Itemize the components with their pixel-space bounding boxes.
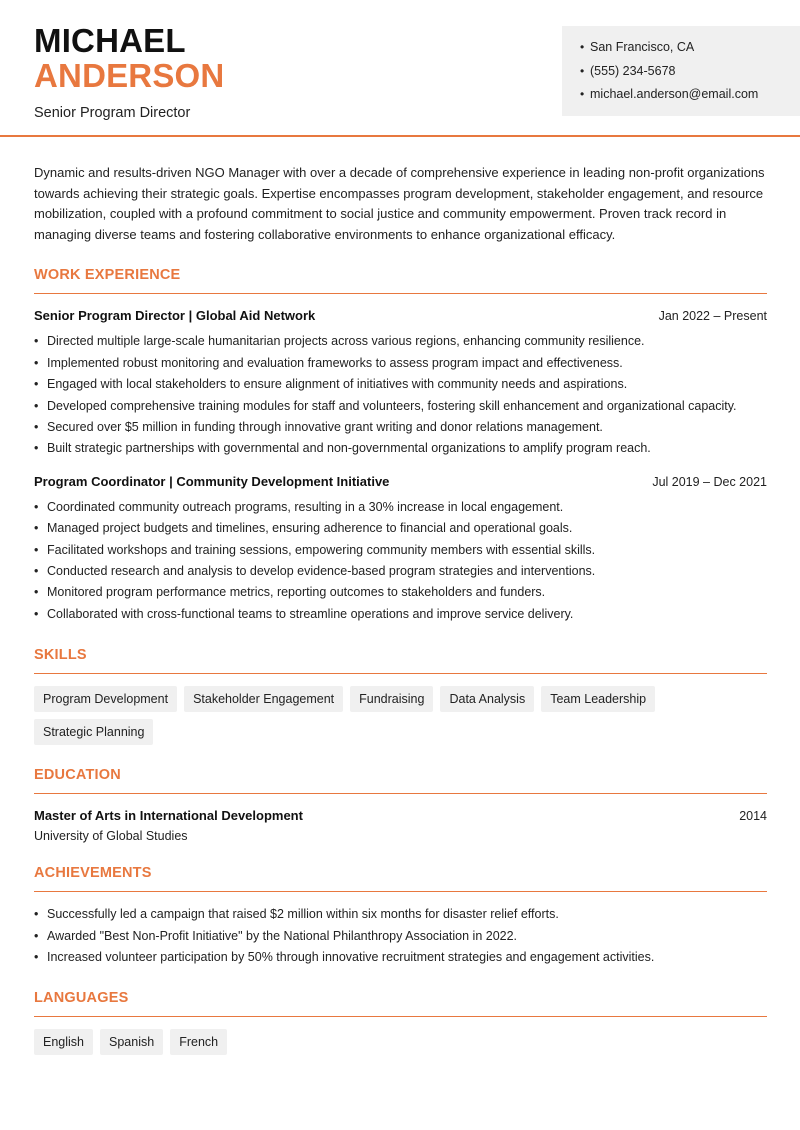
bullet-icon: • bbox=[580, 40, 585, 54]
skill-tag: Program Development bbox=[34, 686, 177, 712]
work-experience-section bbox=[34, 267, 767, 625]
skills-section bbox=[34, 647, 767, 745]
name-block bbox=[34, 24, 224, 121]
language-tag: English bbox=[34, 1029, 93, 1055]
education-section bbox=[34, 767, 767, 843]
language-tags bbox=[34, 1029, 767, 1055]
job-heading: Senior Program Director | Global Aid Network bbox=[34, 308, 316, 324]
list-item: • Built strategic partnerships with governmental and non-governmental organizations to amplify program reach. bbox=[34, 438, 767, 459]
section-title: WORK EXPERIENCE bbox=[34, 267, 767, 294]
education-header bbox=[34, 808, 767, 823]
list-item: • Awarded "Best Non-Profit Initiative" by the National Philanthropy Association in 2022. bbox=[34, 926, 767, 947]
location-text: San Francisco, CA bbox=[590, 40, 695, 54]
section-title: ACHIEVEMENTS bbox=[34, 865, 767, 892]
phone-text: (555) 234-5678 bbox=[590, 63, 676, 78]
contact-location bbox=[580, 39, 800, 63]
section-title: EDUCATION bbox=[34, 767, 767, 794]
bullet-icon: • bbox=[580, 87, 585, 101]
list-item: • Implemented robust monitoring and evaluation frameworks to assess program impact and effectiveness. bbox=[34, 353, 767, 374]
list-item: • Increased volunteer participation by 50% through innovative recruitment strategies and engagement activities. bbox=[34, 947, 767, 968]
degree-name: Master of Arts in International Development bbox=[34, 808, 303, 824]
list-item: • Conducted research and analysis to develop evidence-based program strategies and interventions. bbox=[34, 561, 767, 582]
job-dates: Jan 2022 – Present bbox=[658, 309, 767, 324]
list-item: • Coordinated community outreach programs, resulting in a 30% increase in local engagement. bbox=[34, 497, 767, 518]
job-header bbox=[34, 474, 767, 489]
job-header bbox=[34, 308, 767, 323]
skill-tag: Team Leadership bbox=[541, 686, 655, 712]
list-item: • Engaged with local stakeholders to ensure alignment of initiatives with community needs and aspirations. bbox=[34, 374, 767, 395]
graduation-year: 2014 bbox=[739, 809, 767, 824]
section-title: SKILLS bbox=[34, 647, 767, 674]
bullet-icon: • bbox=[580, 63, 585, 78]
list-item: • Collaborated with cross-functional teams to streamline operations and improve service delivery. bbox=[34, 604, 767, 625]
job-title: Senior Program Director bbox=[34, 105, 191, 121]
job-entry bbox=[34, 308, 767, 459]
resume-body bbox=[34, 137, 767, 1055]
job-dates: Jul 2019 – Dec 2021 bbox=[652, 474, 767, 489]
language-tag: French bbox=[170, 1029, 227, 1055]
school-name: University of Global Studies bbox=[34, 829, 188, 844]
skill-tag: Stakeholder Engagement bbox=[184, 686, 343, 712]
skill-tag: Strategic Planning bbox=[34, 719, 153, 745]
first-name: MICHAEL bbox=[34, 22, 186, 59]
achievements-section bbox=[34, 865, 767, 968]
job-bullets bbox=[34, 331, 767, 459]
list-item: • Developed comprehensive training modules for staff and volunteers, fostering skill enhancement and organizational capacity. bbox=[34, 396, 767, 417]
list-item: • Facilitated workshops and training sessions, empowering community members with essential skills. bbox=[34, 540, 767, 561]
skills-tags bbox=[34, 686, 767, 745]
summary-paragraph: Dynamic and results-driven NGO Manager with over a decade of comprehensive experience in leading non-profit organizations towards achieving their strategic goals. Expertise encompasses program development, stakeholder engagement, and resource mobilization, coupled with a profound commitment to social justice and community empowerment. Proven track record in managing diverse teams and fostering collaborative environments to enhance organizational efficacy. bbox=[34, 165, 765, 242]
skill-tag: Fundraising bbox=[350, 686, 433, 712]
list-item: • Directed multiple large-scale humanitarian projects across various regions, enhancing community resilience. bbox=[34, 331, 767, 352]
list-item: • Monitored program performance metrics, reporting outcomes to stakeholders and funders. bbox=[34, 582, 767, 603]
list-item: • Successfully led a campaign that raised $2 million within six months for disaster relief efforts. bbox=[34, 904, 767, 925]
contact-email bbox=[580, 86, 800, 110]
email-text: michael.anderson@email.com bbox=[590, 87, 759, 101]
resume-header bbox=[0, 0, 800, 137]
achievement-bullets bbox=[34, 904, 767, 968]
job-heading: Program Coordinator | Community Development Initiative bbox=[34, 473, 390, 489]
list-item: • Managed project budgets and timelines, ensuring adherence to financial and operational goals. bbox=[34, 518, 767, 539]
job-bullets bbox=[34, 497, 767, 625]
language-tag: Spanish bbox=[100, 1029, 163, 1055]
list-item: • Secured over $5 million in funding through innovative grant writing and donor relations management. bbox=[34, 417, 767, 438]
contact-box bbox=[562, 26, 800, 116]
contact-phone bbox=[580, 63, 800, 87]
languages-section bbox=[34, 990, 767, 1055]
last-name: ANDERSON bbox=[34, 57, 225, 94]
job-entry bbox=[34, 474, 767, 625]
section-title: LANGUAGES bbox=[34, 990, 767, 1017]
skill-tag: Data Analysis bbox=[440, 686, 534, 712]
